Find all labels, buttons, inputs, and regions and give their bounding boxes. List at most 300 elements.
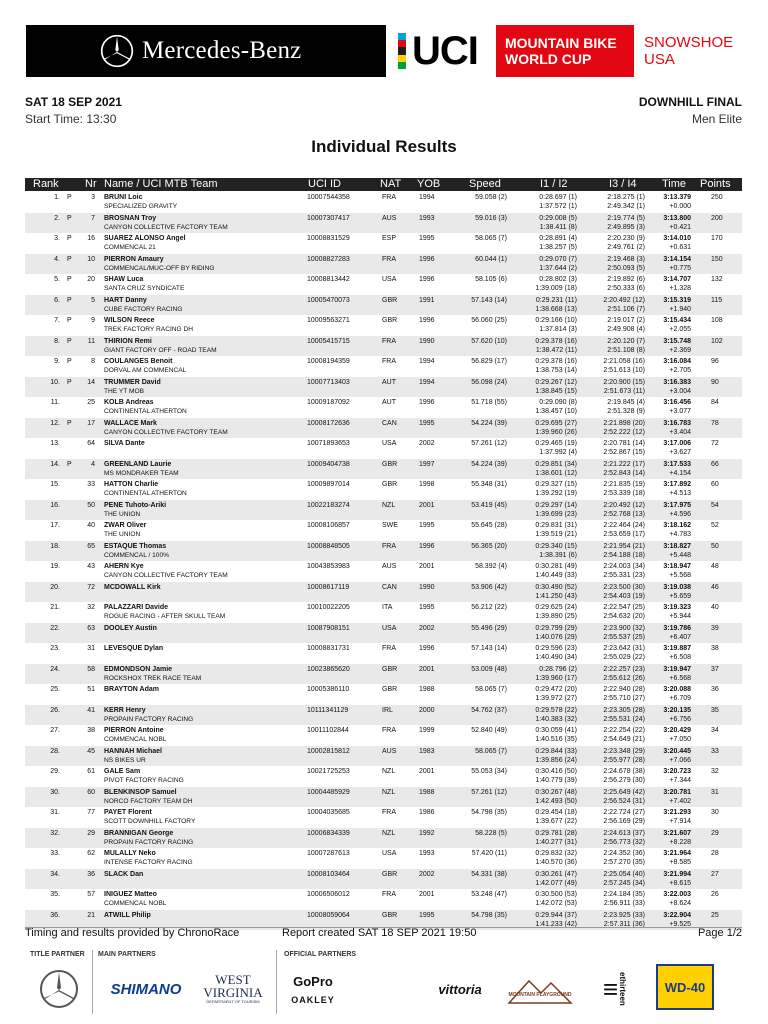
finish-time: 3:16.084	[663, 358, 691, 365]
rank-cell: 1.	[54, 194, 60, 201]
split-i2: 1:40.779 (39)	[535, 777, 577, 784]
rider-name: HART Danny	[104, 296, 147, 304]
bib-number: 60	[87, 788, 95, 796]
gopro-oakley-logo	[285, 966, 341, 1012]
rank-cell: 25.	[50, 686, 60, 693]
split-i1: 0:29.090 (8)	[539, 399, 577, 406]
mercedes-benz-logo	[26, 25, 386, 77]
nationality: USA	[382, 276, 397, 283]
time-gap: +0.631	[669, 244, 691, 251]
bib-number: 51	[87, 686, 95, 693]
rank-cell: 29.	[50, 768, 60, 775]
table-row	[25, 602, 742, 623]
uci-id: 10071893653	[307, 440, 350, 447]
uci-id: 10008617119	[307, 583, 350, 591]
team-name: INTENSE FACTORY RACING	[104, 859, 193, 866]
uci-id: 10043853983	[307, 563, 350, 570]
split-i2: 1:38.668 (13)	[535, 305, 577, 313]
split-i1: 0:30.490 (52)	[535, 583, 577, 591]
finish-time: 3:19.038	[663, 583, 691, 591]
uci-id: 10010022205	[307, 604, 350, 611]
points: 108	[711, 317, 723, 324]
team-name: COMMENCAL NOBL	[104, 900, 167, 907]
finish-time: 3:17.892	[663, 481, 691, 488]
table-row	[25, 459, 742, 480]
split-i1: 0:29.781 (28)	[535, 829, 577, 837]
bib-number: 40	[87, 522, 95, 529]
bib-number: 14	[87, 378, 95, 386]
finish-time: 3:18.162	[663, 522, 691, 529]
uci-stripe	[398, 62, 406, 69]
uci-id: 10007287613	[307, 850, 350, 857]
uci-id: 10008827283	[307, 255, 350, 263]
points: 25	[711, 911, 719, 919]
year-of-birth: 1994	[419, 358, 435, 365]
team-name: COMMENCAL 21	[104, 244, 156, 251]
nationality: NZL	[382, 501, 396, 509]
year-of-birth: 1996	[419, 399, 435, 406]
split-i4: 2:52.843 (14)	[603, 469, 645, 477]
team-name: CONTINENTAL ATHERTON	[104, 490, 187, 497]
split-i2: 1:38.601 (12)	[535, 469, 577, 477]
rider-name: MCDOWALL Kirk	[104, 583, 161, 591]
split-i3: 2:20.900 (15)	[603, 378, 645, 386]
col-yob: YOB	[417, 178, 441, 190]
rank-cell: 5.	[54, 276, 60, 283]
split-i4: 2:51.328 (9)	[607, 408, 645, 415]
split-i3: 2:21.835 (19)	[603, 481, 645, 488]
year-of-birth: 2000	[419, 706, 435, 714]
split-i4: 2:52.222 (12)	[603, 428, 645, 436]
series-name	[496, 25, 634, 77]
split-i1: 0:30.281 (49)	[535, 563, 577, 570]
status-cell: P	[67, 296, 72, 304]
rank-cell: 35.	[50, 891, 60, 898]
speed: 58.392 (4)	[475, 563, 507, 570]
rider-name: BLENKINSOP Samuel	[104, 788, 177, 796]
time-gap: +2.369	[669, 346, 691, 354]
uci-id: 10009187092	[307, 399, 350, 406]
uci-id: 10009563271	[307, 317, 350, 324]
year-of-birth: 2002	[419, 440, 435, 447]
team-name: PROPAIN FACTORY RACING	[104, 715, 194, 723]
col-nr: Nr	[85, 178, 97, 190]
rider-name: BRAYTON Adam	[104, 686, 159, 693]
speed: 54.762 (37)	[471, 706, 507, 714]
uci-id: 10009897014	[307, 481, 350, 488]
series-line-1: MOUNTAIN BIKE	[505, 35, 617, 51]
split-i4: 2:56.169 (29)	[603, 818, 645, 825]
split-i3: 2:19.017 (2)	[607, 317, 645, 324]
year-of-birth: 2001	[419, 563, 435, 570]
time-gap: +7.050	[669, 736, 691, 743]
wv-line-2: VIRGINIA	[203, 984, 263, 1000]
uci-stripes	[398, 33, 406, 69]
nationality: IRL	[382, 706, 393, 714]
finish-time: 3:15.748	[663, 337, 691, 345]
table-row	[25, 500, 742, 521]
speed: 56.060 (25)	[471, 317, 507, 324]
bib-number: 45	[87, 747, 95, 755]
split-i3: 2:25.054 (40)	[603, 870, 645, 878]
table-row	[25, 684, 742, 705]
finish-time: 3:16.383	[663, 378, 691, 386]
points: 132	[711, 276, 723, 283]
nationality: NZL	[382, 829, 396, 837]
table-row	[25, 336, 742, 357]
rank-cell: 6.	[54, 296, 60, 304]
split-i3: 2:19.845 (4)	[607, 399, 645, 406]
points: 29	[711, 829, 719, 837]
uci-id: 10008059064	[307, 911, 350, 919]
status-cell: P	[67, 337, 72, 345]
time-gap: +3.627	[669, 449, 691, 456]
points: 250	[711, 194, 723, 201]
team-name: CANYON COLLECTIVE FACTORY TEAM	[104, 572, 228, 579]
split-i1: 0:29.625 (24)	[535, 604, 577, 611]
col-speed: Speed	[469, 178, 501, 190]
split-i4: 2:51.673 (11)	[603, 387, 645, 395]
split-i2: 1:39.960 (26)	[535, 428, 577, 436]
finish-time: 3:14.154	[663, 255, 691, 263]
nationality: FRA	[382, 542, 396, 550]
speed: 55.496 (29)	[471, 624, 507, 632]
rank-cell: 26.	[50, 706, 60, 714]
speed: 55.645 (28)	[471, 522, 507, 529]
table-row	[25, 848, 742, 869]
team-name: NORCO FACTORY TEAM DH	[104, 797, 193, 805]
speed: 56.365 (20)	[471, 542, 507, 550]
wv-line-3: DEPARTMENT OF TOURISM	[206, 998, 260, 1004]
split-i4: 2:54.188 (18)	[603, 551, 645, 559]
split-i1: 0:28.796 (2)	[539, 665, 577, 673]
points: 35	[711, 706, 719, 714]
split-i4: 2:55.331 (23)	[603, 572, 645, 579]
speed: 58.065 (7)	[475, 747, 507, 755]
speed: 56.212 (22)	[471, 604, 507, 611]
split-i4: 2:56.911 (33)	[603, 900, 645, 907]
points: 72	[711, 440, 719, 447]
speed: 57.261 (12)	[471, 788, 507, 796]
points: 54	[711, 501, 719, 509]
split-i3: 2:23.500 (30)	[603, 583, 645, 591]
split-i4: 2:52.867 (15)	[603, 449, 645, 456]
bib-number: 65	[87, 542, 95, 550]
speed: 55.053 (34)	[471, 768, 507, 775]
finish-time: 3:21.607	[663, 829, 691, 837]
split-i1: 0:28.891 (4)	[539, 235, 577, 242]
speed: 58.228 (5)	[475, 829, 507, 837]
split-i4: 2:55.537 (25)	[603, 633, 645, 641]
ethirteen-text: ethirteen	[618, 972, 628, 1006]
rank-cell: 24.	[50, 665, 60, 673]
rank-cell: 23.	[50, 645, 60, 652]
rider-name: SHAW Luca	[104, 276, 144, 283]
rank-cell: 12.	[50, 419, 60, 427]
table-row	[25, 479, 742, 500]
uci-id: 10008831529	[307, 235, 350, 242]
team-name: MS MONDRAKER TEAM	[104, 469, 179, 477]
split-i4: 2:49.895 (3)	[607, 223, 645, 231]
uci-id: 10021725253	[307, 768, 350, 775]
speed: 57.261 (12)	[471, 440, 507, 447]
rider-name: BRANNIGAN George	[104, 829, 174, 837]
finish-time: 3:20.088	[663, 686, 691, 693]
rank-cell: 36.	[50, 911, 60, 919]
split-i1: 0:29.472 (20)	[535, 686, 577, 693]
rank-cell: 34.	[50, 870, 60, 878]
year-of-birth: 1995	[419, 604, 435, 611]
nationality: GBR	[382, 686, 398, 693]
split-i3: 2:20.120 (7)	[607, 337, 645, 345]
points: 31	[711, 788, 719, 796]
split-i1: 0:29.166 (10)	[535, 317, 577, 324]
split-i4: 2:55.612 (26)	[603, 674, 645, 682]
split-i3: 2:25.649 (42)	[603, 788, 645, 796]
time-gap: +8.228	[669, 838, 691, 846]
bib-number: 61	[87, 768, 95, 775]
split-i2: 1:38.411 (8)	[539, 223, 577, 231]
team-name: THE UNION	[104, 510, 141, 518]
table-row	[25, 356, 742, 377]
time-gap: +8.585	[669, 859, 691, 866]
year-of-birth: 1986	[419, 809, 435, 816]
split-i3: 2:19.468 (3)	[607, 255, 645, 263]
speed: 59.058 (2)	[475, 194, 507, 201]
team-name: CUBE FACTORY RACING	[104, 305, 183, 313]
table-row	[25, 438, 742, 459]
time-gap: +3.004	[669, 387, 691, 395]
bib-number: 3	[91, 194, 95, 201]
split-i3: 2:22.724 (27)	[603, 809, 645, 816]
table-row	[25, 623, 742, 644]
nationality: GBR	[382, 460, 398, 468]
split-i1: 0:29.851 (34)	[535, 460, 577, 468]
nationality: AUT	[382, 378, 396, 386]
event-name: DOWNHILL FINAL	[638, 95, 742, 109]
status-cell: P	[67, 460, 72, 468]
split-i4: 2:55.710 (27)	[603, 695, 645, 702]
team-name: ROGUE RACING - AFTER SKULL TEAM	[104, 613, 226, 620]
speed: 56.829 (17)	[471, 358, 507, 365]
speed: 55.348 (31)	[471, 481, 507, 488]
split-i2: 1:40.383 (32)	[535, 715, 577, 723]
finish-time: 3:16.783	[663, 419, 691, 427]
table-row	[25, 787, 742, 808]
split-i1: 0:29.596 (23)	[535, 645, 577, 652]
time-gap: +7.344	[669, 777, 691, 784]
split-i4: 2:54.403 (19)	[603, 592, 645, 600]
split-i3: 2:23.305 (28)	[603, 706, 645, 714]
nationality: GBR	[382, 317, 398, 324]
finish-time: 3:21.293	[663, 809, 691, 816]
nationality: CAN	[382, 583, 397, 591]
year-of-birth: 1996	[419, 276, 435, 283]
table-row	[25, 766, 742, 787]
speed: 54.798 (35)	[471, 809, 507, 816]
rank-cell: 4.	[54, 255, 60, 263]
table-row	[25, 869, 742, 890]
split-i1: 0:29.231 (11)	[535, 296, 577, 304]
uci-id: 10006834339	[307, 829, 350, 837]
points: 84	[711, 399, 719, 406]
nationality: FRA	[382, 337, 396, 345]
rider-name: ZWAR Oliver	[104, 522, 147, 529]
nationality: AUS	[382, 563, 397, 570]
nationality: USA	[382, 850, 397, 857]
page-number: Page 1/2	[697, 927, 742, 939]
time-gap: +7.066	[669, 756, 691, 764]
bib-number: 64	[87, 440, 95, 447]
year-of-birth: 1996	[419, 317, 435, 324]
venue	[634, 25, 742, 77]
rank-cell: 27.	[50, 727, 60, 734]
team-name: COMMENCAL/MUC-OFF BY RIDING	[104, 264, 215, 272]
bib-number: 4	[91, 460, 95, 468]
year-of-birth: 1983	[419, 747, 435, 755]
split-i2: 1:39.972 (27)	[535, 695, 577, 702]
year-of-birth: 1990	[419, 337, 435, 345]
split-i1: 0:28.697 (1)	[539, 194, 577, 201]
table-row	[25, 295, 742, 316]
split-i3: 2:20.492 (12)	[603, 501, 645, 509]
speed: 53.248 (47)	[471, 891, 507, 898]
nationality: USA	[382, 624, 397, 632]
year-of-birth: 1994	[419, 378, 435, 386]
nationality: FRA	[382, 194, 396, 201]
results-table	[25, 192, 742, 930]
finish-time: 3:20.723	[663, 768, 691, 775]
rider-name: ATWILL Philip	[104, 911, 151, 919]
bib-number: 32	[87, 604, 95, 611]
rider-name: MULALLY Neko	[104, 850, 156, 857]
split-i4: 2:49.761 (2)	[607, 244, 645, 251]
table-row	[25, 725, 742, 746]
split-i1: 0:29.844 (33)	[535, 747, 577, 755]
rank-cell: 20.	[50, 583, 60, 591]
split-i4: 2:51.108 (8)	[607, 346, 645, 354]
split-i4: 2:54.649 (21)	[603, 736, 645, 743]
uci-stripe	[398, 47, 406, 54]
split-i4: 2:51.106 (7)	[607, 305, 645, 313]
speed: 51.718 (55)	[471, 399, 507, 406]
col-uci-id: UCI ID	[308, 178, 341, 190]
speed: 52.840 (49)	[471, 727, 507, 734]
year-of-birth: 2002	[419, 624, 435, 632]
points: 40	[711, 604, 719, 611]
table-row	[25, 561, 742, 582]
time-gap: +1.328	[669, 285, 691, 292]
split-i3: 2:20.781 (14)	[603, 440, 645, 447]
bib-number: 57	[87, 891, 95, 898]
rank-cell: 3.	[54, 235, 60, 242]
rank-cell: 18.	[50, 542, 60, 550]
split-i2: 1:38.845 (15)	[535, 387, 577, 395]
uci-id: 10007544358	[307, 194, 350, 201]
status-cell: P	[67, 317, 72, 324]
split-i2: 1:38.391 (6)	[539, 551, 577, 559]
finish-time: 3:20.781	[663, 788, 691, 796]
split-i4: 2:57.270 (35)	[603, 859, 645, 866]
finish-time: 3:20.445	[663, 747, 691, 755]
finish-time: 3:20.429	[663, 727, 691, 734]
rider-name: PENE Tuhoto-Ariki	[104, 501, 167, 509]
rider-name: PAYET Florent	[104, 809, 152, 816]
mountain-playground-logo	[500, 966, 580, 1012]
uci-stripe	[398, 55, 406, 62]
split-i1: 0:29.327 (15)	[535, 481, 577, 488]
split-i3: 2:19.892 (6)	[607, 276, 645, 283]
nationality: CAN	[382, 419, 397, 427]
year-of-birth: 2001	[419, 665, 435, 673]
nationality: NZL	[382, 788, 396, 796]
split-i4: 2:56.524 (31)	[603, 797, 645, 805]
col-i1-i2: I1 / I2	[540, 178, 568, 190]
points: 200	[711, 214, 723, 222]
speed: 57.143 (14)	[471, 645, 507, 652]
series-line-2: WORLD CUP	[505, 51, 592, 67]
rider-name: SUAREZ ALONSO Angel	[104, 235, 186, 242]
uci-id: 10008172636	[307, 419, 350, 427]
rank-cell: 2.	[54, 214, 60, 222]
finish-time: 3:19.947	[663, 665, 691, 673]
points: 90	[711, 378, 719, 386]
split-i4: 2:53.339 (18)	[603, 490, 645, 497]
split-i2: 1:38.457 (10)	[535, 408, 577, 415]
team-name: SPECIALIZED GRAVITY	[104, 203, 178, 210]
bib-number: 21	[87, 911, 95, 919]
table-row	[25, 397, 742, 418]
split-i2: 1:40.516 (35)	[535, 736, 577, 743]
split-i4: 2:50.333 (6)	[607, 285, 645, 292]
nationality: GBR	[382, 665, 398, 673]
rank-cell: 7.	[54, 317, 60, 324]
rider-name: HANNAH Michael	[104, 747, 162, 755]
finish-time: 3:19.887	[663, 645, 691, 652]
uci-id: 10005415715	[307, 337, 350, 345]
table-row	[25, 664, 742, 685]
finish-time: 3:18.947	[663, 563, 691, 570]
rider-name: TRUMMER David	[104, 378, 161, 386]
time-gap: +4.513	[669, 490, 691, 497]
split-i2: 1:40.490 (34)	[535, 654, 577, 661]
split-i1: 0:29.267 (12)	[535, 378, 577, 386]
rank-cell: 31.	[50, 809, 60, 816]
bib-number: 62	[87, 850, 95, 857]
nationality: FRA	[382, 891, 396, 898]
year-of-birth: 2001	[419, 501, 435, 509]
speed: 53.419 (45)	[471, 501, 507, 509]
split-i4: 2:50.093 (5)	[607, 264, 645, 272]
nationality: FRA	[382, 255, 396, 263]
table-row	[25, 377, 742, 398]
points: 39	[711, 624, 719, 632]
speed: 57.143 (14)	[471, 296, 507, 304]
status-cell: P	[67, 235, 72, 242]
split-i2: 1:39.009 (18)	[535, 285, 577, 292]
split-i3: 2:22.547 (25)	[603, 604, 645, 611]
split-i1: 0:30.267 (48)	[535, 788, 577, 796]
uci-id: 10008848505	[307, 542, 350, 550]
bib-number: 33	[87, 481, 95, 488]
split-i3: 2:24.613 (37)	[603, 829, 645, 837]
uci-id: 10004485929	[307, 788, 350, 796]
col-name: Name / UCI MTB Team	[104, 178, 218, 190]
finish-time: 3:21.994	[663, 870, 691, 878]
split-i2: 1:38.753 (14)	[535, 367, 577, 374]
bib-number: 36	[87, 870, 95, 878]
year-of-birth: 2001	[419, 891, 435, 898]
